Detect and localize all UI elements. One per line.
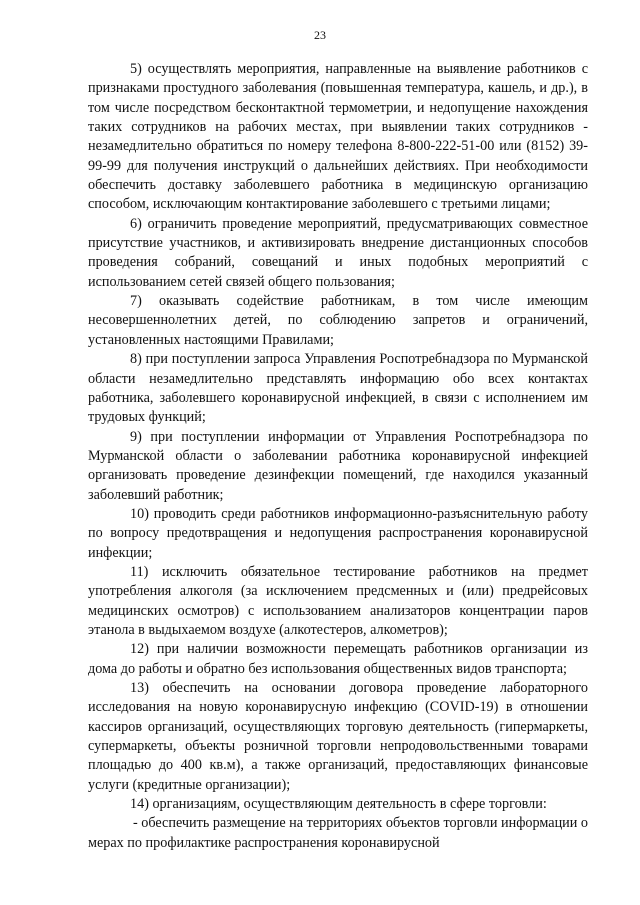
paragraph-dash-item: - обеспечить размещение на территориях объектов торговли информации о мерах по профилактике распространения коронавирусной (88, 815, 588, 851)
paragraph-item-11: 11) исключить обязательное тестирование работников на предмет употребления алкоголя (за исключением предсменных и (или) предрейсовых медицинских осмотров) с использованием анализаторов концентрации паров этанола в выдыхаемом воздухе (алкотестеров, алкометров); (88, 563, 588, 638)
paragraph-item-7: 7) оказывать содействие работникам, в том числе имеющим несовершеннолетних детей, по соблюдению запретов и ограничений, установленных настоящими Правилами; (88, 293, 588, 348)
paragraph-item-9: 9) при поступлении информации от Управления Роспотребнадзора по Мурманской области о заболевании работника коронавирусной инфекцией организовать проведение дезинфекции помещений, где находился указанный заболевший работник; (88, 428, 588, 503)
page-number: 23 (314, 28, 326, 42)
paragraph-item-8: 8) при поступлении запроса Управления Роспотребнадзора по Мурманской области незамедлительно представлять информацию обо всех контактах работника, заболевшего коронавирусной инфекцией, в связи с исполнением им трудовых функций; (88, 351, 588, 426)
paragraph-item-5: 5) осуществлять мероприятия, направленные на выявление работников с признаками простудного заболевания (повышенная температура, кашель, и др.), в том числе посредством бесконтактной термометрии, и недопущение нахождения таких сотрудников на рабочих местах, при выявлении таких сотрудников - незамедлительно обратиться по номеру телефона 8-800-222-51-00 или (8152) 39-99-99 для получения инструкций о дальнейших действиях. При необходимости обеспечить доставку заболевшего работника в медицинскую организацию способом, исключающим контактирование заболевшего с третьими лицами; (88, 61, 588, 213)
paragraph-item-10: 10) проводить среди работников информационно-разъяснительную работу по вопросу предотвращения и недопущения распространения коронавирусной инфекции; (88, 505, 588, 561)
paragraph-item-12: 12) при наличии возможности перемещать работников организации из дома до работы и обратно без использования общественных видов транспорта; (88, 641, 588, 677)
paragraph-item-6: 6) ограничить проведение мероприятий, предусматривающих совместное присутствие участников, и активизировать внедрение дистанционных способов проведения собраний, совещаний и иных подобных мероприятий с использованием сетей связей общего пользования; (88, 215, 588, 290)
paragraph-item-14: 14) организациям, осуществляющим деятельность в сфере торговли: (130, 796, 547, 813)
paragraph-item-13: 13) обеспечить на основании договора проведение лабораторного исследования на новую коронавирусную инфекцию (COVID-19) в отношении кассиров организаций, осуществляющих торговую деятельность (гипермаркеты, супермаркеты, объекты розничной торговли непродовольственными товарами площадью до 400 кв.м), а также организаций, предоставляющих финансовые услуги (кредитные организации); (88, 680, 588, 793)
document-body (88, 60, 588, 853)
